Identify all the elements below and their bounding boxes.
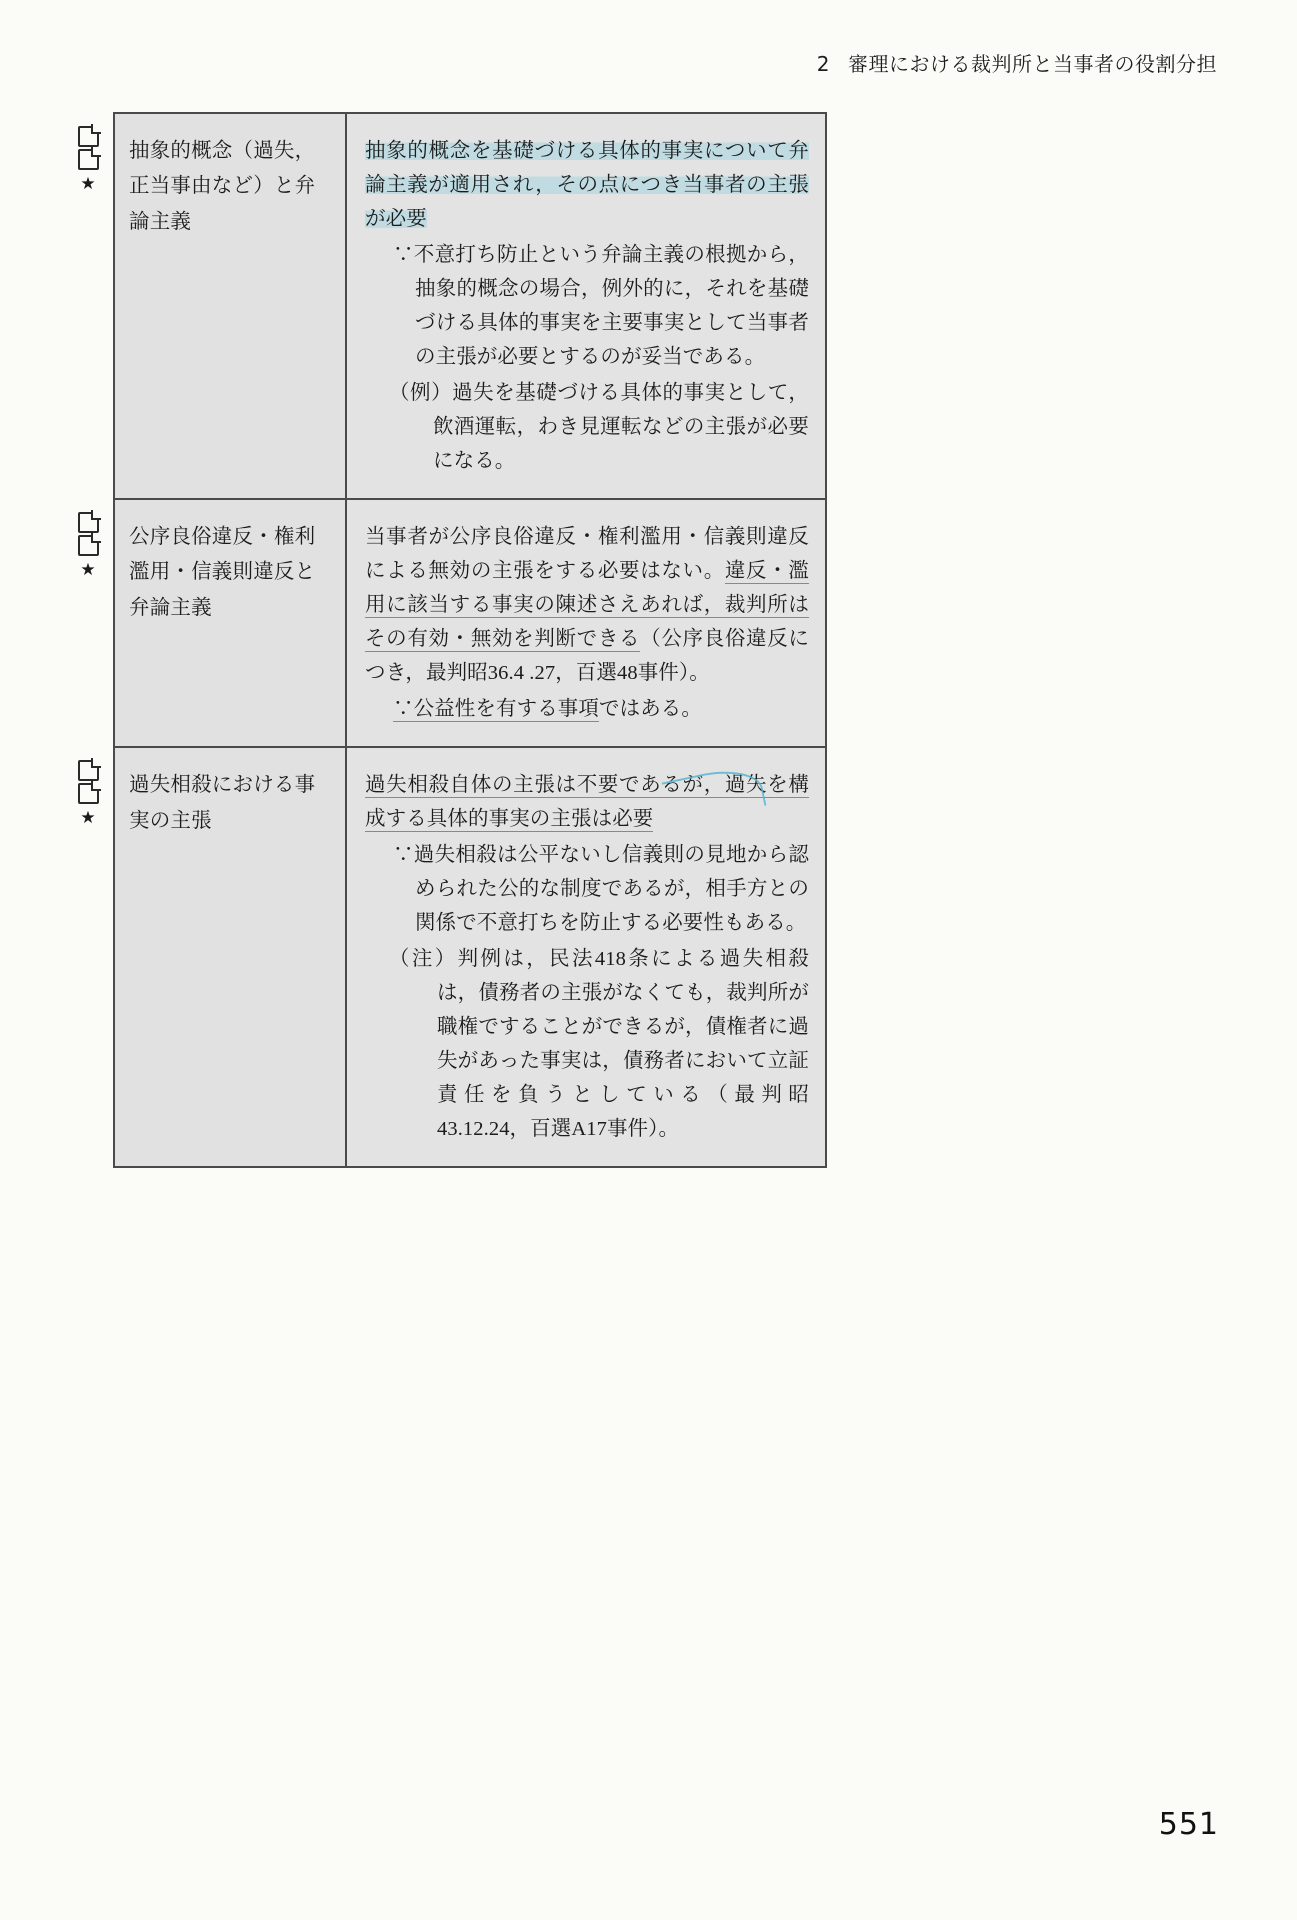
body-lead bbox=[365, 520, 809, 690]
table-row bbox=[80, 114, 825, 500]
note-label: （注） bbox=[389, 948, 458, 971]
body-because bbox=[393, 692, 809, 726]
checkbox-icon[interactable] bbox=[78, 512, 99, 533]
star-icon: ★ bbox=[80, 808, 96, 828]
lead-underlined: 違反・濫用に該当する事実の陳述さえあれば，裁判所はその有効・無効を判断できる bbox=[365, 560, 809, 651]
checkbox-icon[interactable] bbox=[78, 760, 99, 781]
row-body bbox=[347, 500, 825, 746]
star-icon: ★ bbox=[80, 560, 96, 580]
lead-plain: 当事者が公序良俗違反・権利濫用・信義則違反による無効の主張をする必要はない。 bbox=[365, 526, 809, 583]
body-because: ∵過失相殺は公平ないし信義則の見地から認められた公的な制度であるが，相手方との関係で不意打ちを防止する必要性もある。 bbox=[393, 844, 809, 935]
running-header bbox=[817, 48, 1217, 77]
body-lead bbox=[365, 768, 809, 836]
row-body bbox=[347, 748, 825, 1166]
table-row bbox=[80, 748, 825, 1166]
note-text: 判例は，民法418条による過失相殺は，債務者の主張がなくても，裁判所が職権ですることができるが，債権者に過失があった事実は，債務者において立証責任を負うとしている（最判昭43.12.24，百選A17事件）。 bbox=[437, 948, 809, 1141]
row-title: 公序良俗違反・権利濫用・信義則違反と弁論主義 bbox=[115, 500, 347, 746]
body-example bbox=[389, 376, 809, 478]
checkbox-icon[interactable] bbox=[78, 149, 99, 170]
row-body bbox=[347, 114, 825, 498]
body-because: ∵不意打ち防止という弁論主義の根拠から，抽象的概念の場合，例外的に，それを基礎づける具体的事実を主要事実として当事者の主張が必要とするのが妥当である。 bbox=[393, 244, 809, 369]
example-label: （例） bbox=[389, 382, 453, 405]
lead-underlined: 過失相殺自体の主張は不要であるが，過失を構成する具体的事実の主張は必要 bbox=[365, 774, 809, 831]
body-lead bbox=[365, 134, 809, 236]
because-underlined: ∵公益性を有する事項 bbox=[393, 698, 599, 721]
checkbox-icon[interactable] bbox=[78, 126, 99, 147]
pen-mark-icon bbox=[661, 763, 766, 826]
checkbox-icon[interactable] bbox=[78, 783, 99, 804]
lead-tail: （公序良俗違反につき，最判昭36.4 .27，百選48事件）。 bbox=[365, 628, 809, 685]
body-note bbox=[389, 942, 809, 1146]
running-header-title: 審理における裁判所と当事者の役割分担 bbox=[848, 52, 1217, 76]
table-row bbox=[80, 500, 825, 748]
row-title: 抽象的概念（過失，正当事由など）と弁論主義 bbox=[115, 114, 347, 498]
content-table bbox=[80, 112, 827, 1168]
page-number: 551 bbox=[1158, 1807, 1219, 1842]
example-text: 過失を基礎づける具体的事実として，飲酒運転，わき見運転などの主張が必要になる。 bbox=[433, 382, 809, 473]
because-tail: ではある。 bbox=[599, 698, 702, 721]
star-icon: ★ bbox=[80, 174, 96, 193]
running-header-number: 2 bbox=[816, 52, 830, 76]
row-title: 過失相殺における事実の主張 bbox=[115, 748, 347, 1166]
highlight-lead: 抽象的概念を基礎づける具体的事実について弁論主義が適用され，その点につき当事者の主張が必要 bbox=[365, 140, 809, 231]
checkbox-icon[interactable] bbox=[78, 535, 99, 556]
